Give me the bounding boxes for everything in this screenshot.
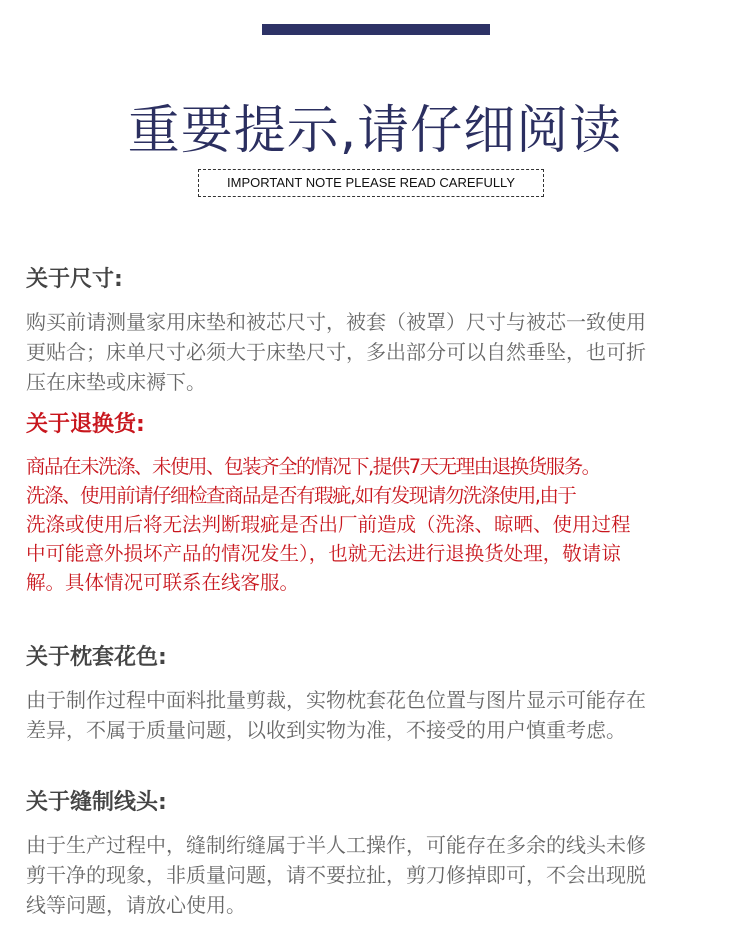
body-line: 剪干净的现象，非质量问题，请不要拉扯，剪刀修掉即可，不会出现脱 — [26, 863, 646, 887]
section-body-returns — [26, 452, 726, 597]
section-body-size — [26, 307, 726, 397]
subtitle-box: IMPORTANT NOTE PLEASE READ CAREFULLY — [198, 169, 544, 197]
top-accent-bar — [262, 24, 490, 35]
body-line: 压在床垫或床褥下。 — [26, 370, 206, 394]
body-line: 差异，不属于质量问题，以收到实物为准，不接受的用户慎重考虑。 — [26, 718, 626, 742]
body-line: 洗涤、使用前请仔细检查商品是否有瑕疵,如有发现请勿洗涤使用,由于 — [26, 484, 576, 507]
section-heading-size: 关于尺寸: — [26, 267, 123, 292]
body-line: 线等问题，请放心使用。 — [26, 893, 246, 917]
page-title: 重要提示,请仔细阅读 — [127, 101, 623, 161]
body-line: 购买前请测量家用床垫和被芯尺寸，被套（被罩）尺寸与被芯一致使用 — [26, 310, 646, 334]
body-line: 洗涤或使用后将无法判断瑕疵是否出厂前造成（洗涤、晾晒、使用过程 — [26, 513, 631, 536]
body-line: 中可能意外损坏产品的情况发生），也就无法进行退换货处理，敬请谅 — [26, 542, 621, 565]
body-line: 解。具体情况可联系在线客服。 — [26, 571, 300, 594]
section-pillowcase — [26, 643, 726, 745]
body-line: 商品在未洗涤、未使用、包装齐全的情况下,提供7天无理由退换货服务。 — [26, 455, 600, 478]
section-heading-pillowcase: 关于枕套花色: — [26, 645, 167, 670]
section-size — [26, 265, 726, 397]
section-body-threads — [26, 830, 726, 920]
body-line: 更贴合；床单尺寸必须大于床垫尺寸，多出部分可以自然垂坠，也可折 — [26, 340, 646, 364]
section-returns — [26, 410, 726, 597]
body-line: 由于生产过程中，缝制绗缝属于半人工操作，可能存在多余的线头未修 — [26, 833, 646, 857]
section-heading-threads: 关于缝制线头: — [26, 790, 167, 815]
body-line: 由于制作过程中面料批量剪裁，实物枕套花色位置与图片显示可能存在 — [26, 688, 646, 712]
section-body-pillowcase — [26, 685, 726, 745]
section-heading-returns: 关于退换货: — [26, 412, 145, 437]
section-threads — [26, 788, 726, 920]
